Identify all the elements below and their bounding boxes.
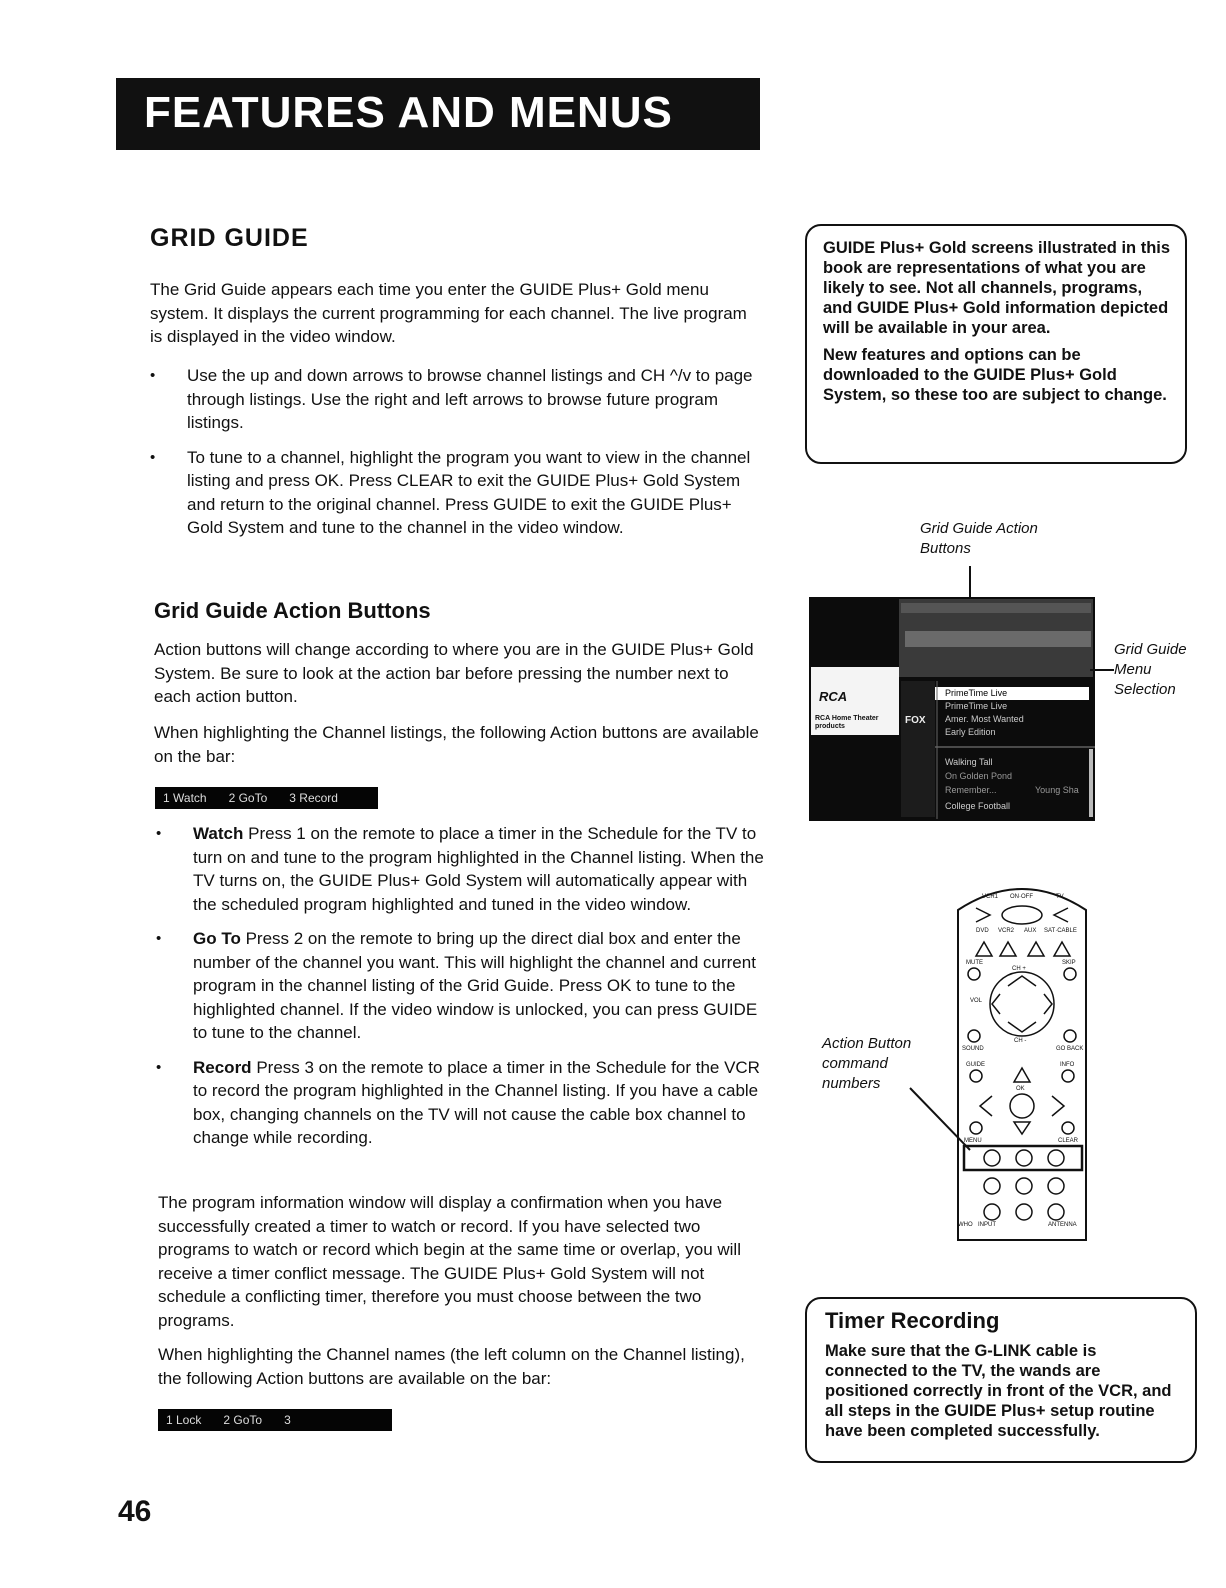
page-number: 46 — [118, 1495, 152, 1528]
remote-label: GO BACK — [1056, 1046, 1084, 1052]
item-text: Press 3 on the remote to place a timer in the Schedule for the VCR to record the program highlighted in the Channel listing. If you have a cable box, changing channels on the TV will not cause the cable box channel to change while recording. — [193, 1057, 760, 1147]
program-listing: On Golden Pond — [945, 771, 1013, 781]
watch-action: 1 Watch — [163, 791, 207, 805]
remote-label: ON·OFF — [1010, 894, 1033, 900]
notice-box — [805, 224, 1187, 464]
item-text: Press 2 on the remote to bring up the direct dial box and enter the number of the channel you want. This will highlight the channel and current program in the channel listing of the Grid Guide. Press OK to tune to the highlighted channel. If the video window is unlocked, you can press GUIDE to tune to the channel. — [193, 929, 758, 1042]
page-title: FEATURES AND MENUS — [144, 88, 673, 137]
remote-graphic — [952, 870, 1092, 1242]
list-item: • Use the up and down arrows to browse channel listings and CH ^/v to page through listings. Use the right and left arrows to browse future program listings. — [150, 364, 762, 435]
action-buttons-paragraph: When highlighting the Channel listings, the following Action buttons are available on the bar: — [154, 723, 759, 766]
item-text: Press 1 on the remote to place a timer in the Schedule for the TV to turn on and tune to the program highlighted in the Channel listing. When the TV turns on, the GUIDE Plus+ Gold System will automatically appear with the scheduled program highlighted and tuned in the video window. — [193, 824, 764, 914]
channel-names-paragraph: When highlighting the Channel names (the left column on the Channel listing), the following Action buttons are available on the bar: — [158, 1345, 745, 1388]
remote-label: CLEAR — [1058, 1138, 1079, 1144]
action-bar-channel-listings — [155, 787, 378, 809]
pointer-arrow — [906, 1084, 976, 1154]
item-keyword: Watch — [193, 824, 244, 843]
remote-label: VOL — [970, 998, 983, 1004]
pointer-line — [1090, 669, 1114, 671]
action-3: 3 — [284, 1413, 291, 1427]
notice-text: GUIDE Plus+ Gold screens illustrated in this book are representations of what you are likely to see. Not all channels, programs, and GUIDE Plus+ Gold information depicted will be available in your area. — [823, 239, 1171, 337]
caption-command-numbers: Action Button command numbers — [822, 1035, 912, 1092]
menu-selection: PrimeTime Live — [945, 688, 1008, 698]
intro-paragraph: The Grid Guide appears each time you enter the GUIDE Plus+ Gold menu system. It displays the current programming for each channel. The live program is displayed in the video window. — [150, 280, 747, 346]
remote-label: TV — [1056, 894, 1064, 900]
record-action: 3 Record — [289, 791, 338, 805]
remote-label: CH + — [1012, 966, 1026, 972]
caption-menu-selection: Grid Guide Menu Selection — [1114, 641, 1187, 698]
program-listing: PrimeTime Live — [945, 701, 1008, 711]
program-listing: Remember... — [945, 785, 997, 795]
remote-label: MENU — [964, 1138, 982, 1144]
remote-label: SKIP — [1062, 960, 1076, 966]
list-item — [156, 822, 766, 916]
remote-label: SOUND — [962, 1046, 984, 1052]
remote-label: VCR1 — [982, 894, 999, 900]
list-item: • To tune to a channel, highlight the program you want to view in the channel listing and press OK. Press CLEAR to exit the GUIDE Plus+ Gold System and return to the original channel. Press GUIDE to exit the GUIDE Plus+ Gold System and tune to the channel in the video window. — [150, 446, 762, 540]
remote-label: VCR2 — [998, 928, 1015, 934]
remote-label: ANTENNA — [1048, 1222, 1077, 1228]
guide-bullet-list — [150, 364, 762, 551]
remote-label: OK — [1016, 1086, 1025, 1092]
remote-label: DVD — [976, 928, 989, 934]
remote-label: WHO — [958, 1222, 973, 1228]
guide-screen-illustration — [809, 597, 1095, 821]
list-item — [156, 1056, 766, 1150]
goto-action: 2 GoTo — [228, 791, 268, 805]
subsection-heading: Grid Guide Action Buttons — [154, 598, 431, 623]
lock-action: 1 Lock — [166, 1413, 202, 1427]
sidebar-text: RCA Home Theater products — [815, 715, 879, 730]
goto-action: 2 GoTo — [223, 1413, 263, 1427]
timer-recording-text: Make sure that the G-LINK cable is connected to the TV, the wands are positioned correctly in front of the VCR, and all steps in the GUIDE Plus+ setup routine have been completed successfully. — [825, 1342, 1172, 1440]
action-bar-channel-names — [158, 1409, 392, 1431]
list-item — [156, 927, 766, 1045]
timer-recording-title: Timer Recording — [825, 1308, 1000, 1333]
remote-label: AUX — [1024, 928, 1037, 934]
action-buttons-paragraph: Action buttons will change according to where you are in the GUIDE Plus+ Gold System. Be sure to look at the action bar before pressing the number next to each action button. — [154, 640, 754, 706]
network-logo: FOX — [905, 715, 926, 726]
notice-text: New features and options can be downloaded to the GUIDE Plus+ Gold System, so these too are subject to change. — [823, 346, 1167, 404]
program-listing: Amer. Most Wanted — [945, 714, 1024, 724]
program-listing: Young Sha — [1035, 785, 1079, 795]
remote-label: SAT·CABLE — [1044, 928, 1077, 934]
remote-label: GUIDE — [966, 1062, 986, 1068]
remote-control-illustration — [952, 870, 1092, 1242]
timer-recording-box — [805, 1297, 1197, 1463]
action-button-list — [156, 822, 766, 1161]
program-listing: Walking Tall — [945, 757, 993, 767]
item-keyword: Go To — [193, 929, 241, 948]
item-keyword: Record — [193, 1057, 252, 1077]
remote-label: INPUT — [978, 1222, 996, 1228]
program-listing: College Football — [945, 801, 1011, 811]
section-title: GRID GUIDE — [150, 224, 309, 252]
remote-label: CH - — [1014, 1038, 1027, 1044]
remote-label: MUTE — [966, 960, 983, 966]
confirmation-paragraph: The program information window will display a confirmation when you have successfully created a timer to watch or record. If you have selected two programs to watch or record which begin at the same time or overlap, you will receive a timer conflict message. The GUIDE Plus+ Gold System will not schedule a conflicting timer, therefore you must choose between the two programs. — [158, 1193, 741, 1330]
caption-action-buttons: Grid Guide Action Buttons — [920, 520, 1038, 557]
program-listing: Early Edition — [945, 727, 996, 737]
remote-label: INFO — [1060, 1062, 1075, 1068]
rca-logo: RCA — [819, 689, 848, 704]
